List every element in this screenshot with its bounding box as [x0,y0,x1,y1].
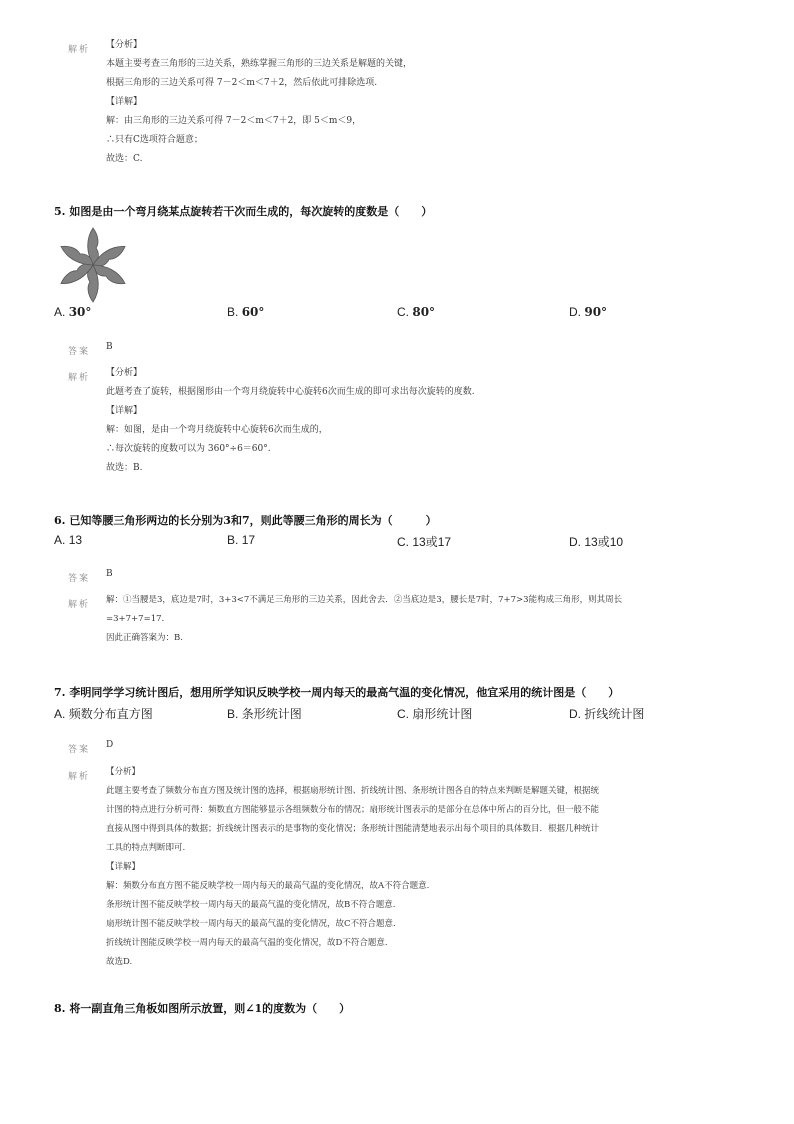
jiexi-label: 解析 [68,372,91,382]
explanation-line: 根据三角形的三边关系可得 7－2＜m＜7＋2，然后依此可排除选项. [106,78,378,88]
answer-label: 答案 [68,346,91,356]
option-value: 60° [241,305,265,319]
explanation-line: 直接从图中得到具体的数据；折线统计图表示的是事物的变化情况；条形统计图能清楚地表示出每个项目的具体数目．根据几种统计 [106,824,600,834]
option-b[interactable] [227,305,264,319]
explanation-line: 【分析】 [106,767,141,777]
option-letter: B. [227,533,239,547]
explanation-line: ∴每次旋转的度数可以为 360°÷6＝60°. [106,444,271,454]
option-value: 17 [241,533,256,547]
option-d[interactable] [569,705,644,722]
option-letter: B. [227,707,239,721]
option-value: 条形统计图 [241,707,302,721]
option-letter: D. [569,305,581,319]
jiexi-label: 解析 [68,771,91,781]
crescent-rotation-figure [52,224,134,306]
option-value: 折线统计图 [584,707,645,721]
answer-value: B [106,569,113,579]
explanation-line: 折线统计图能反映学校一周内每天的最高气温的变化情况，故D不符合题意. [106,938,388,948]
explanation-line: 故选D. [106,957,133,967]
option-c[interactable] [397,705,472,722]
option-letter: C. [397,535,409,549]
explanation-line: 故选：C. [106,154,143,164]
answer-value: D [106,740,114,750]
option-a[interactable] [54,305,91,319]
explanation-line: 【分析】 [106,40,143,50]
option-value: 扇形统计图 [412,707,473,721]
q5-explanation [106,364,475,478]
option-letter: A. [54,305,66,319]
explanation-line: 【详解】 [106,862,141,872]
option-letter: B. [227,305,239,319]
explanation-line: 解：如图，是由一个弯月绕旋转中心旋转6次而生成的， [106,425,328,435]
option-value: 13或17 [412,535,452,549]
explanation-line: 此题主要考查了频数分布直方图及统计图的选择，根据扇形统计图、折线统计图、条形统计图各自的特点来判断是解题关键，根据统 [106,786,600,796]
option-b[interactable] [227,533,255,547]
explanation-line: ∴只有C选项符合题意； [106,135,203,145]
explanation-line: 扇形统计图不能反映学校一周内每天的最高气温的变化情况，故C不符合题意. [106,919,396,929]
q6-explanation [106,591,622,648]
option-letter: A. [54,533,66,547]
explanation-line: 工具的特点判断即可. [106,843,186,853]
jiexi-label: 解析 [68,599,91,609]
option-value: 13或10 [584,535,624,549]
explanation-line: 解：由三角形的三边关系可得 7－2＜m＜7＋2，即 5＜m＜9， [106,116,362,126]
option-letter: A. [54,707,66,721]
explanation-line: 【分析】 [106,368,143,378]
option-a[interactable] [54,533,82,547]
question-6: 6. 已知等腰三角形两边的长分别为3和7，则此等腰三角形的周长为（ ） [54,514,437,527]
option-letter: D. [569,707,581,721]
explanation-line: 计图的特点进行分析可得：频数直方图能够显示各组频数分布的情况；扇形统计图表示的是部分在总体中所占的百分比，但一般不能 [106,805,600,815]
q4-explanation [106,36,412,169]
question-8: 8. 将一副直角三角板如图所示放置，则∠1的度数为（ ） [54,1002,351,1015]
explanation-line: 解：①当腰是3，底边是7时，3+3<7不满足三角形的三边关系，因此舍去．②当底边是3，腰长是7时，7+7>3能构成三角形，则其周长 [106,595,623,605]
option-c[interactable] [397,305,435,319]
option-letter: C. [397,305,409,319]
option-value: 30° [68,305,92,319]
question-5: 5. 如图是由一个弯月绕某点旋转若干次而生成的，每次旋转的度数是（ ） [54,205,433,218]
explanation-line: 【详解】 [106,97,143,107]
option-value: 13 [68,533,83,547]
explanation-line: 此题考查了旋转，根据图形由一个弯月绕旋转中心旋转6次而生成的即可求出每次旋转的度数. [106,387,475,397]
option-value: 80° [412,305,436,319]
explanation-line: 本题主要考查三角形的三边关系，熟练掌握三角形的三边关系是解题的关键， [106,59,413,69]
explanation-line: =3+7+7=17. [106,614,165,624]
explanation-line: 条形统计图不能反映学校一周内每天的最高气温的变化情况，故B不符合题意. [106,900,396,910]
option-b[interactable] [227,705,302,722]
jiexi-label: 解析 [68,44,91,54]
answer-label: 答案 [68,573,91,583]
explanation-line: 故选：B. [106,463,143,473]
option-d[interactable] [569,305,607,319]
option-d[interactable] [569,533,623,550]
explanation-line: 解：频数分布直方图不能反映学校一周内每天的最高气温的变化情况，故A不符合题意. [106,881,430,891]
option-c[interactable] [397,533,451,550]
option-value: 90° [584,305,608,319]
option-value: 频数分布直方图 [68,707,153,721]
answer-label: 答案 [68,744,91,754]
explanation-line: 因此正确答案为：B. [106,633,183,643]
option-a[interactable] [54,705,153,722]
explanation-line: 【详解】 [106,406,143,416]
option-letter: D. [569,535,581,549]
question-7: 7. 李明同学学习统计图后，想用所学知识反映学校一周内每天的最高气温的变化情况，他宜采用的统计图是（ ） [54,686,620,699]
q7-explanation [106,763,599,972]
answer-value: B [106,342,113,352]
option-letter: C. [397,707,409,721]
